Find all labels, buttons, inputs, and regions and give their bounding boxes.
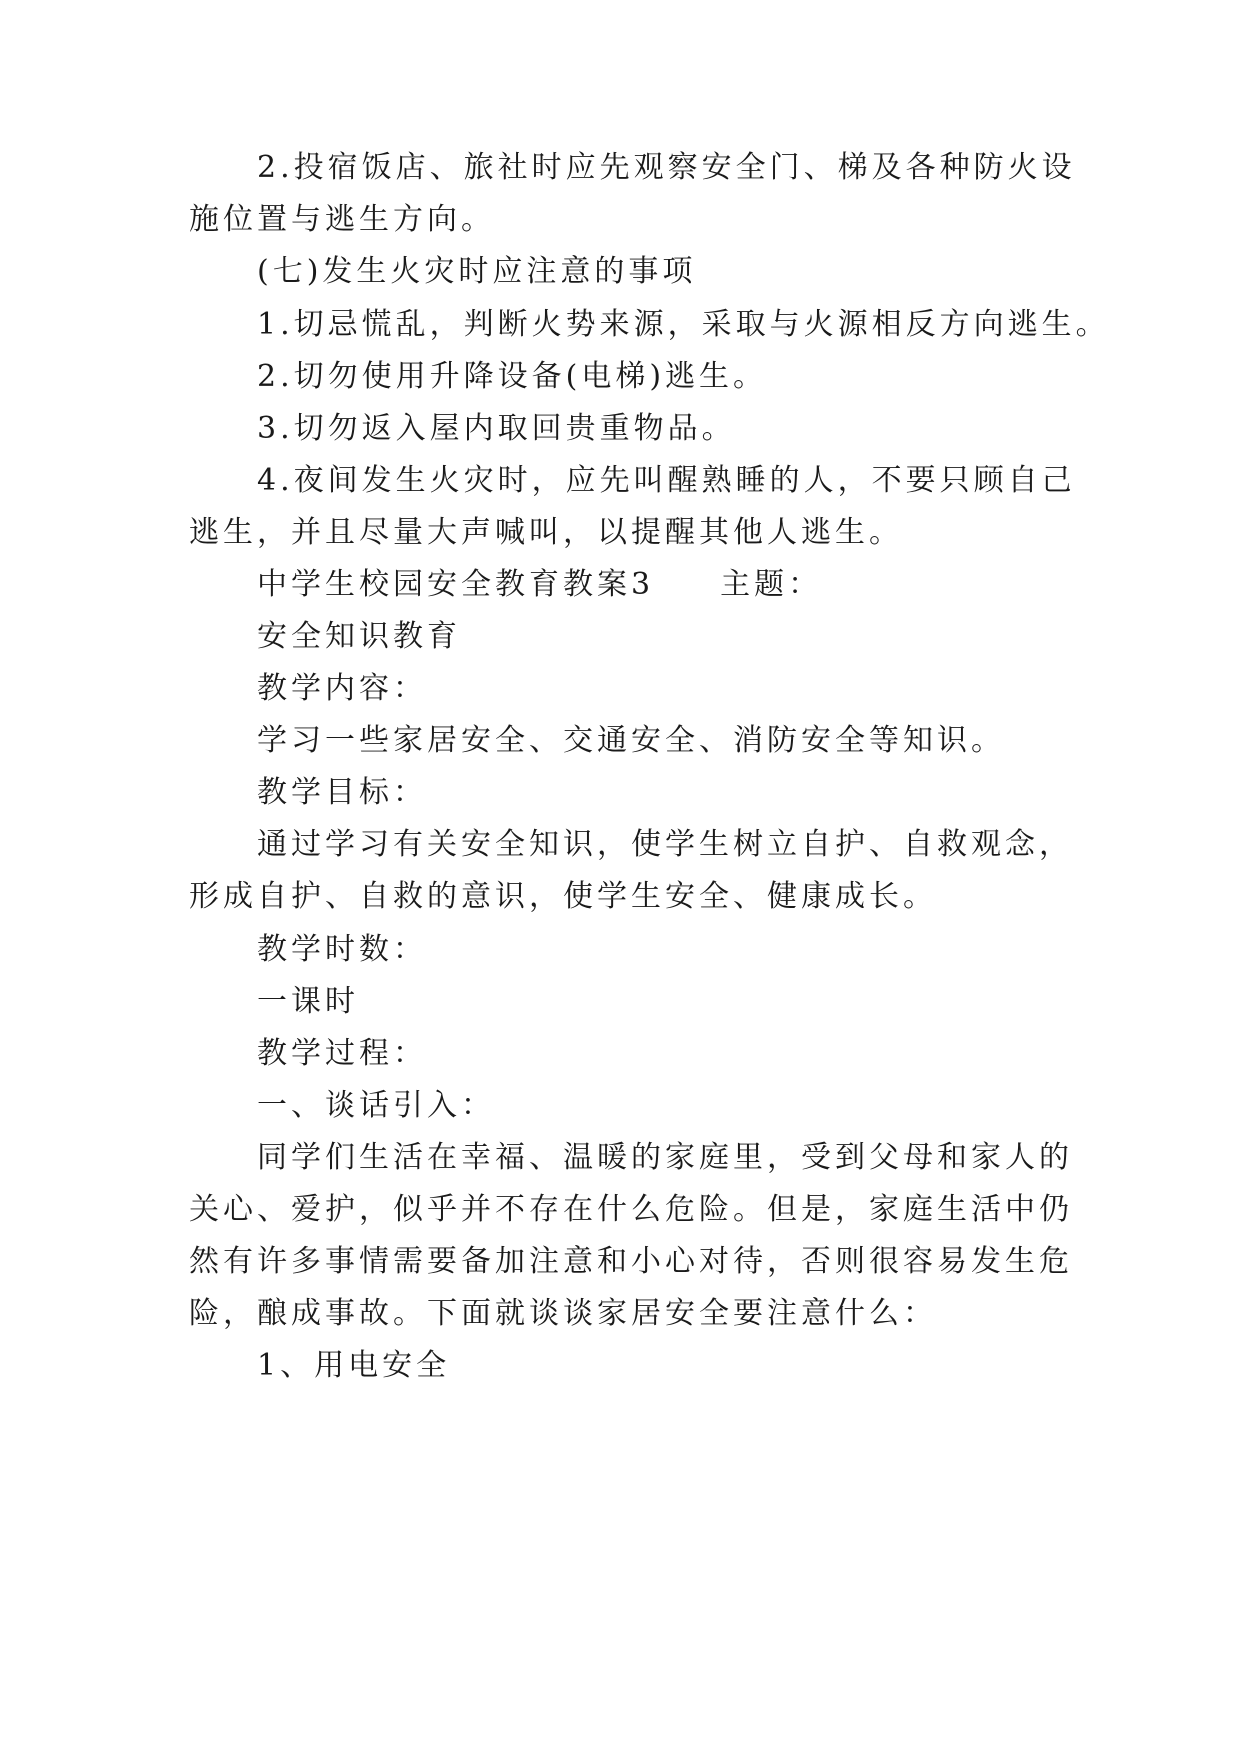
topic-value: 安全知识教育 (257, 619, 461, 654)
section-label: 教学内容： (257, 671, 427, 706)
paragraph-line: 学习一些家居安全、交通安全、消防安全等知识。 (257, 723, 1005, 758)
section-label: 教学时数： (257, 932, 427, 967)
paragraph-line: 施位置与逃生方向。 (189, 202, 495, 237)
section-label: 教学目标： (257, 775, 427, 810)
list-item: 4.夜间发生火灾时，应先叫醒熟睡的人，不要只顾自己 (257, 463, 1076, 498)
list-item: 2.切勿使用升降设备(电梯)逃生。 (257, 359, 768, 394)
list-item: 3.切勿返入屋内取回贵重物品。 (257, 411, 736, 446)
topic-label: 主题： (720, 567, 823, 602)
paragraph-line: 逃生，并且尽量大声喊叫，以提醒其他人逃生。 (189, 515, 903, 550)
section-label: 教学过程： (257, 1036, 427, 1071)
section-heading: 一、谈话引入： (257, 1088, 495, 1123)
lesson-title: 中学生校园安全教育教案3 (257, 567, 655, 602)
paragraph-line: 关心、爱护，似乎并不存在什么危险。但是，家庭生活中仍 (189, 1192, 1073, 1227)
lesson-title-line (257, 565, 1137, 605)
paragraph-line: 形成自护、自救的意识，使学生安全、健康成长。 (189, 879, 937, 914)
section-heading: (七)发生火灾时应注意的事项 (257, 254, 697, 289)
paragraph-line: 2.投宿饭店、旅社时应先观察安全门、梯及各种防火设 (257, 150, 1076, 185)
paragraph-line: 一课时 (257, 984, 359, 1019)
list-item: 1.切忌慌乱，判断火势来源，采取与火源相反方向逃生。 (257, 307, 1110, 342)
list-item: 1、用电安全 (257, 1348, 451, 1383)
paragraph-line: 同学们生活在幸福、温暖的家庭里，受到父母和家人的 (257, 1140, 1073, 1175)
paragraph-line: 险，酿成事故。下面就谈谈家居安全要注意什么： (189, 1296, 937, 1331)
paragraph-line: 然有许多事情需要备加注意和小心对待，否则很容易发生危 (189, 1244, 1073, 1279)
paragraph-line: 通过学习有关安全知识，使学生树立自护、自救观念， (257, 827, 1073, 862)
